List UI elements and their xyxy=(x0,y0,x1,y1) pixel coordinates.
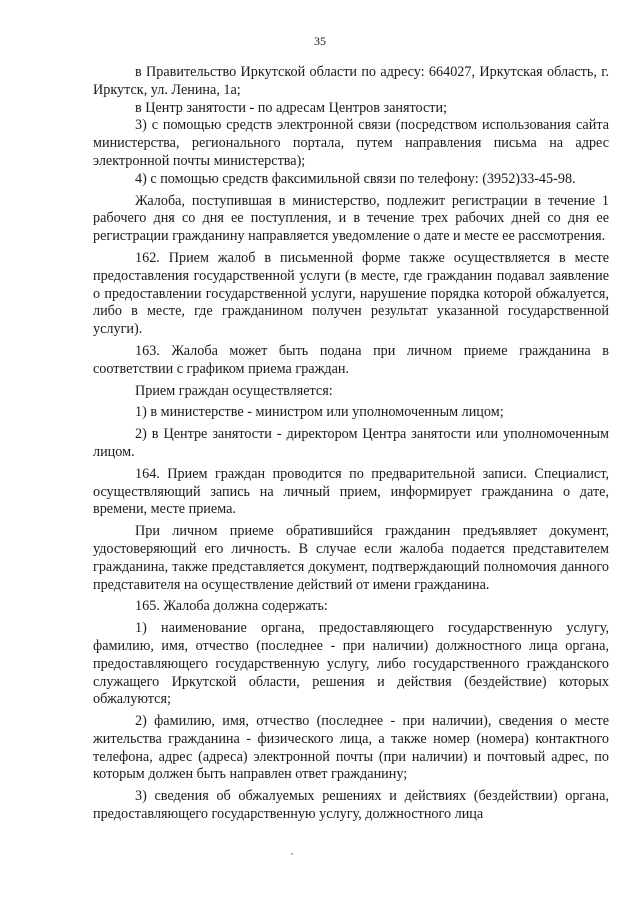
paragraph-complaint-registration: Жалоба, поступившая в министерство, подлежит регистрации в течение 1 рабочего дня со дня ее поступления, и в течение трех рабочих дней со дня ее регистрации гражданину направляется уведомление о дате и месте ее рассмотрения. xyxy=(93,192,609,245)
paragraph-electronic-communication: 3) с помощью средств электронной связи (посредством использования сайта министерства, регионального портала, путем направления письма на адрес электронной почты министерства); xyxy=(93,117,609,169)
paragraph-fax: 4) с помощью средств факсимильной связи по телефону: (3952)33-45-98. xyxy=(135,170,576,187)
paragraph-item-165-2: 2) фамилию, имя, отчество (последнее - при наличии), сведения о месте жительства гражданина - физического лица, а также номер (номера) контактного телефона, адрес (адреса) электронной почты (при наличии) и почтовый адрес, по которым должен быть направлен ответ гражданину; xyxy=(93,713,609,783)
paragraph-item-164: 164. Прием граждан проводится по предварительной записи. Специалист, осуществляющий запись на личный прием, информирует гражданина о дате, времени, месте приема. xyxy=(93,465,609,518)
scan-speck xyxy=(291,853,293,855)
paragraph-address-employment-center: в Центр занятости - по адресам Центров занятости; xyxy=(135,99,448,116)
paragraph-item-165: 165. Жалоба должна содержать: xyxy=(135,598,328,615)
paragraph-identity-document: При личном приеме обратившийся гражданин предъявляет документ, удостоверяющий его личность. В случае если жалоба подается представителем гражданина, также представляется документ, подтверждающий полномочия данного представителя на осуществление действий от имени гражданина. xyxy=(93,523,609,593)
paragraph-address-government: в Правительство Иркутской области по адресу: 664027, Иркутская область, г. Иркутск, ул. Ленина, 1а; xyxy=(93,64,609,98)
paragraph-reception-ministry: 1) в министерстве - министром или уполномоченным лицом; xyxy=(135,404,504,421)
document-body xyxy=(93,64,609,824)
paragraph-reception-center: 2) в Центре занятости - директором Центра занятости или уполномоченным лицом. xyxy=(93,426,609,460)
paragraph-item-163: 163. Жалоба может быть подана при личном приеме гражданина в соответствии с графиком приема граждан. xyxy=(93,342,609,377)
paragraph-reception-intro: Прием граждан осуществляется: xyxy=(135,382,333,399)
paragraph-item-165-1: 1) наименование органа, предоставляющего государственную услугу, фамилию, имя, отчество (последнее - при наличии) должностного лица органа, предоставляющего государственную услугу, либо государственного гражданского служащего Иркутской области, решения и действия (бездействие) которых обжалуются; xyxy=(93,620,609,708)
paragraph-item-165-3: 3) сведения об обжалуемых решениях и действиях (бездействии) органа, предоставляющего государственную услугу, должностного лица xyxy=(93,788,609,823)
page-number: 35 xyxy=(314,34,326,48)
paragraph-item-162: 162. Прием жалоб в письменной форме также осуществляется в месте предоставления государственной услуги (в месте, где гражданин подавал заявление о предоставлении государственной услуги, нарушение порядка которой обжалуется, либо в месте, где гражданином получен результат указанной государственной услуги). xyxy=(93,249,609,338)
